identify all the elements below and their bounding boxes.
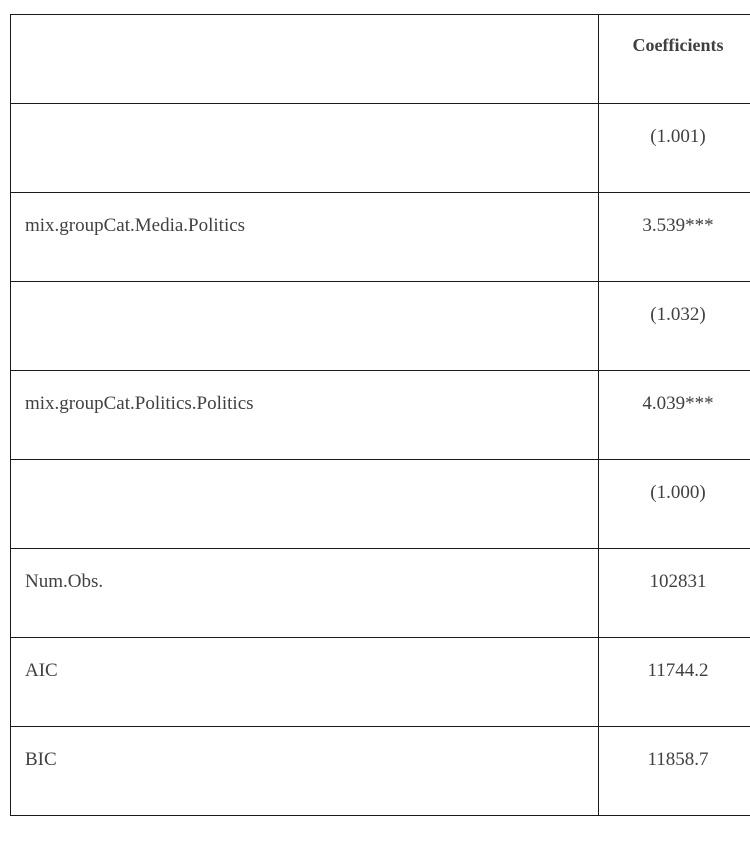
table-row — [11, 549, 750, 638]
table-row — [11, 638, 750, 727]
row-value-cell — [599, 638, 750, 727]
row-value: 11744.2 — [647, 660, 709, 681]
row-value-cell — [599, 371, 750, 460]
row-value-cell — [599, 282, 750, 371]
row-value-cell — [599, 104, 750, 193]
row-label — [25, 282, 598, 304]
row-value: 11858.7 — [647, 749, 709, 770]
row-label — [25, 460, 598, 482]
regression-table — [10, 14, 750, 816]
row-label-cell — [11, 460, 599, 549]
table-row — [11, 282, 750, 371]
row-value: 3.539*** — [642, 215, 714, 236]
row-label: BIC — [25, 749, 57, 770]
table-header-row — [11, 15, 750, 104]
row-label: mix.groupCat.Media.Politics — [25, 215, 246, 236]
row-label-cell — [11, 371, 599, 460]
header-coefficient-cell — [599, 15, 750, 104]
row-label-cell — [11, 638, 599, 727]
row-label-cell — [11, 193, 599, 282]
header-label — [25, 15, 598, 35]
row-label-cell — [11, 727, 599, 816]
row-label-cell — [11, 104, 599, 193]
row-label: AIC — [25, 660, 58, 681]
row-label-cell — [11, 282, 599, 371]
table-row — [11, 460, 750, 549]
row-value-cell — [599, 193, 750, 282]
row-value: 4.039*** — [642, 393, 714, 414]
row-value-cell — [599, 549, 750, 638]
row-label-cell — [11, 549, 599, 638]
table-row — [11, 371, 750, 460]
row-label: Num.Obs. — [25, 571, 104, 592]
row-value-cell — [599, 460, 750, 549]
table-row — [11, 727, 750, 816]
header-label-cell — [11, 15, 599, 104]
row-label — [25, 104, 598, 126]
row-label: mix.groupCat.Politics.Politics — [25, 393, 254, 414]
table-row — [11, 193, 750, 282]
row-value: (1.000) — [650, 482, 706, 503]
row-value: 102831 — [649, 571, 707, 592]
row-value: (1.032) — [650, 304, 706, 325]
row-value: (1.001) — [650, 126, 706, 147]
header-coefficient: Coefficients — [632, 35, 724, 55]
row-value-cell — [599, 727, 750, 816]
table-row — [11, 104, 750, 193]
